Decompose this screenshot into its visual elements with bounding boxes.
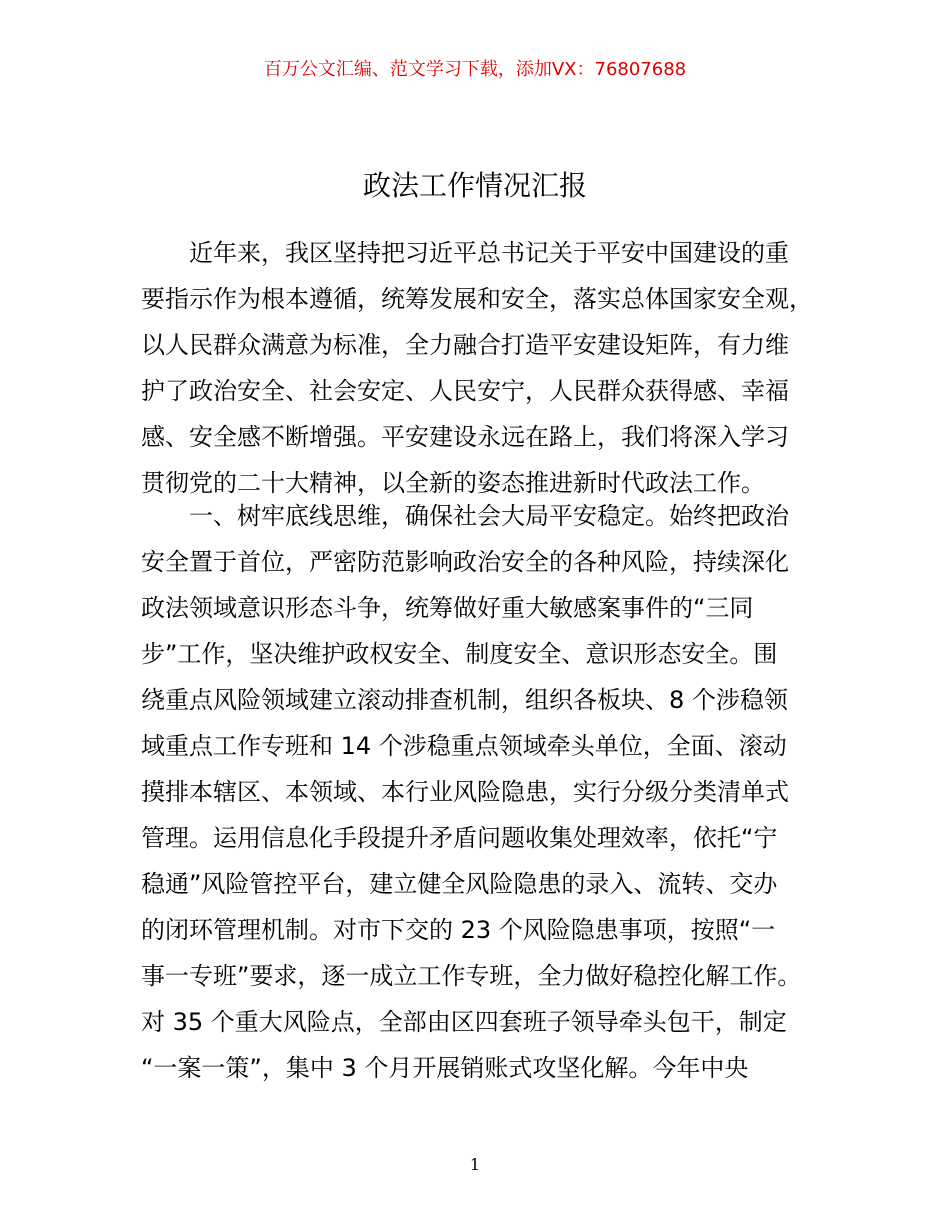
document-title: 政法工作情况汇报: [362, 169, 587, 202]
paragraph-line: 绕重点风险领域建立滚动排查机制，组织各板块、8 个涉稳领: [141, 686, 788, 714]
paragraph-line: 稳通”风险管控平台，建立健全风险隐患的录入、流转、交办: [141, 870, 778, 898]
paragraph-line: 的闭环管理机制。对市下交的 23 个风险隐患事项，按照“一: [141, 916, 776, 944]
paragraph-line: “一案一策”，集中 3 个月开展销账式攻坚化解。今年中央: [141, 1054, 749, 1082]
paragraph-line: 安全置于首位，严密防范影响政治安全的各种风险，持续深化: [141, 548, 789, 576]
paragraph-line: 要指示作为根本遵循，统筹发展和安全，落实总体国家安全观，: [141, 285, 813, 313]
paragraph-line: 域重点工作专班和 14 个涉稳重点领域牵头单位，全面、滚动: [141, 732, 787, 760]
page-header-banner: 百万公文汇编、范文学习下载，添加VX：76807688: [263, 59, 687, 80]
paragraph-1: [141, 230, 821, 506]
paragraph-line: 近年来，我区坚持把习近平总书记关于平安中国建设的重: [141, 239, 789, 267]
page-number: 1: [469, 1155, 481, 1174]
paragraph-line: 政法领域意识形态斗争，统筹做好重大敏感案事件的“三同: [141, 594, 754, 622]
paragraph-line: 事一专班”要求，逐一成立工作专班，全力做好稳控化解工作。: [141, 962, 802, 990]
paragraph-line: 感、安全感不断增强。平安建设永远在路上，我们将深入学习: [141, 423, 789, 451]
paragraph-line: 步”工作，坚决维护政权安全、制度安全、意识形态安全。围: [141, 640, 778, 668]
paragraph-line: 贯彻党的二十大精神，以全新的姿态推进新时代政法工作。: [141, 469, 765, 497]
paragraph-line: 一、树牢底线思维，确保社会大局平安稳定。始终把政治: [141, 502, 789, 530]
paragraph-2: [141, 493, 821, 1091]
paragraph-line: 对 35 个重大风险点，全部由区四套班子领导牵头包干，制定: [141, 1008, 787, 1036]
paragraph-line: 以人民群众满意为标准，全力融合打造平安建设矩阵，有力维: [141, 331, 789, 359]
paragraph-line: 摸排本辖区、本领域、本行业风险隐患，实行分级分类清单式: [141, 778, 789, 806]
paragraph-line: 护了政治安全、社会安定、人民安宁，人民群众获得感、幸福: [141, 377, 789, 405]
paragraph-line: 管理。运用信息化手段提升矛盾问题收集处理效率，依托“宁: [141, 824, 778, 852]
